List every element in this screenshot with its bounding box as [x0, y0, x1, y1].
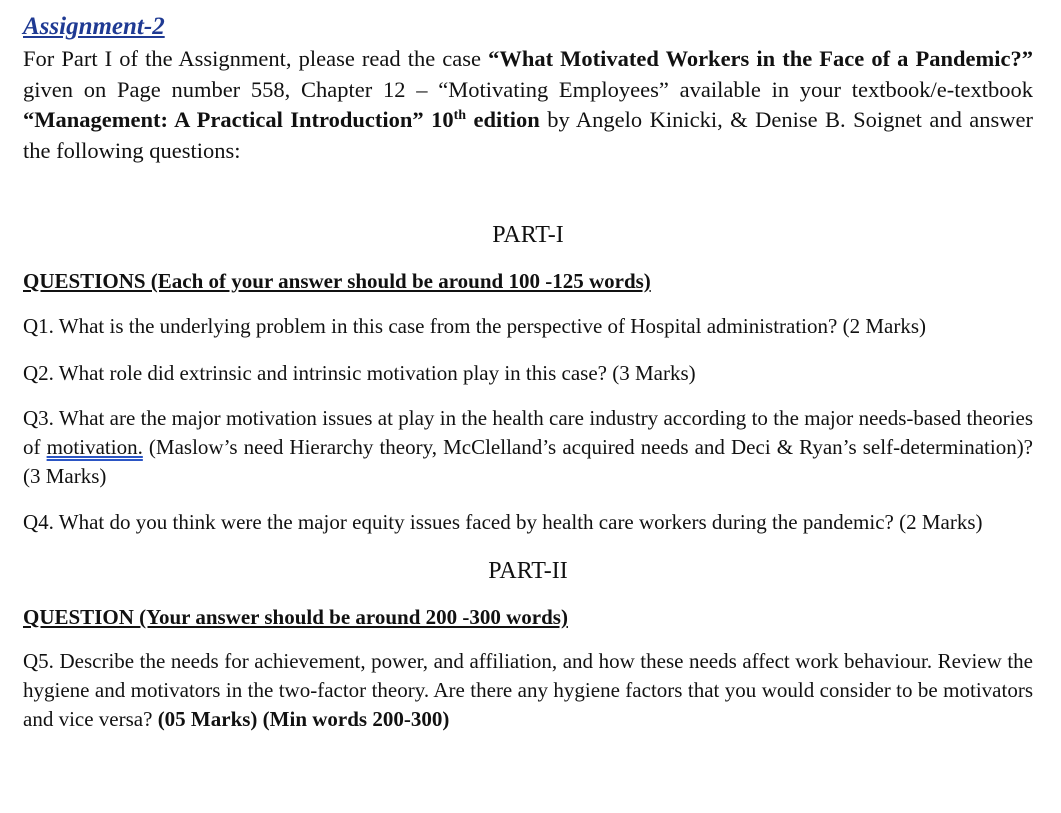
- questions-heading: QUESTIONS (Each of your answer should be around 100 -125 words): [23, 269, 651, 293]
- question-2: Q2. What role did extrinsic and intrinsic motivation play in this case? (3 Marks): [23, 361, 696, 385]
- book-title: [23, 107, 540, 132]
- motivation-link[interactable]: motivation.: [46, 435, 143, 459]
- intro-paragraph: [23, 44, 1033, 166]
- intro-text-1: For Part I of the Assignment, please read the case: [23, 46, 489, 71]
- question-4: Q4. What do you think were the major equity issues faced by health care workers during the pandemic? (2 Marks): [23, 510, 983, 534]
- case-title: “What Motivated Workers in the Face of a Pandemic?”: [488, 46, 1034, 71]
- question-1: Q1. What is the underlying problem in this case from the perspective of Hospital administration? (2 Marks): [23, 314, 926, 338]
- question-3-text-a: Q3. What are the major motivation issues at play in the health care industry according to the major needs-based theories of: [23, 406, 1033, 459]
- question-3-text-b: (Maslow’s need Hierarchy theory, McClelland’s acquired needs and Deci & Ryan’s self-determination)? (3 Marks): [23, 435, 1034, 488]
- part-1-heading: PART-I: [492, 222, 564, 248]
- question-5-text: Q5. Describe the needs for achievement, power, and affiliation, and how these needs affect work behaviour. Review the hygiene and motivators in the two-factor theory. Are there any hygiene factors that you would consider to be motivators and vice versa?: [23, 649, 1033, 731]
- intro-text-3: by Angelo Kinicki, & Denise B. Soignet and answer the following questions:: [23, 107, 1033, 163]
- edition-word: edition: [466, 107, 540, 132]
- edition-superscript: th: [453, 108, 467, 123]
- question-5: [23, 647, 1033, 734]
- book-title-text: “Management: A Practical Introduction” 10: [23, 107, 454, 132]
- part-2-heading: PART-II: [488, 558, 568, 584]
- assignment-title: Assignment-2: [23, 13, 165, 40]
- question-5-marks: (05 Marks) (Min words 200-300): [157, 707, 450, 731]
- document-page: [23, 10, 1033, 734]
- intro-text-2: given on Page number 558, Chapter 12 – “Motivating Employees” available in your textbook/e-textbook: [23, 76, 1033, 102]
- question-heading: QUESTION (Your answer should be around 200 -300 words): [23, 605, 568, 629]
- question-3: [23, 404, 1033, 491]
